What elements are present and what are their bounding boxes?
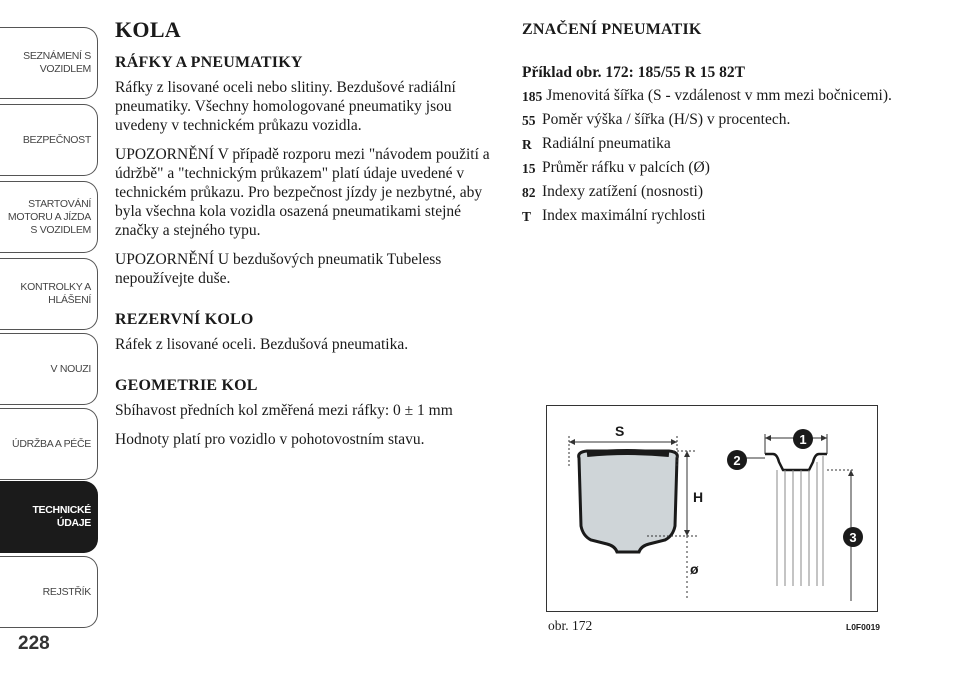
page-title: KOLA	[115, 17, 181, 42]
section-heading: RÁFKY A PNEUMATIKY	[115, 54, 303, 71]
figure-code: L0F0019	[846, 622, 881, 632]
legend-text: Jmenovitá šířka (S - vzdálenost v mm mezi bočnicemi).	[546, 87, 892, 104]
page-number: 228	[18, 633, 50, 654]
tab-label: ÚDRŽBA A PÉČE	[12, 437, 91, 450]
paragraph: Sbíhavost předních kol změřená mezi ráfky: 0 ± 1 mm	[115, 402, 453, 419]
legend-code: 15	[522, 161, 536, 176]
tab-label: REJSTŘÍK	[42, 585, 91, 598]
tab-startovani[interactable]	[0, 181, 98, 253]
legend-text: Poměr výška / šířka (H/S) v procentech.	[542, 111, 791, 128]
tab-udrzba[interactable]	[0, 408, 98, 480]
legend-item	[522, 182, 902, 202]
s-label: S	[615, 423, 625, 439]
legend-item	[522, 206, 902, 226]
paragraph: Hodnoty platí pro vozidlo v pohotovostním stavu.	[115, 431, 425, 448]
legend-text: Průměr ráfku v palcích (Ø)	[542, 159, 710, 176]
tab-label: BEZPEČNOST	[22, 133, 91, 146]
tab-technicke-udaje[interactable]	[0, 481, 98, 553]
legend-text: Index maximální rychlosti	[542, 207, 706, 224]
section-heading: REZERVNÍ KOLO	[115, 311, 254, 328]
tire-diagram-figure	[546, 405, 878, 612]
diameter-label: ø	[690, 561, 699, 577]
warning-paragraph: UPOZORNĚNÍ U bezdušových pneumatik Tubeless nepoužívejte duše.	[115, 251, 442, 287]
legend-code: R	[522, 137, 532, 152]
legend-item	[522, 134, 902, 154]
h-label: H	[693, 489, 704, 505]
tire-cross-section	[579, 451, 678, 552]
section-heading: GEOMETRIE KOL	[115, 377, 258, 394]
paragraph: Ráfek z lisované oceli. Bezdušová pneumatika.	[115, 336, 409, 353]
tab-label: STARTOVÁNÍ MOTORU A JÍZDA S VOZIDLEM	[7, 197, 91, 236]
tire-diagram	[547, 406, 877, 611]
tab-v-nouzi[interactable]	[0, 333, 98, 405]
legend-code: 55	[522, 113, 536, 128]
legend-text: Radiální pneumatika	[542, 135, 671, 152]
callout-1-label: 1	[799, 432, 807, 447]
legend-code: 185	[522, 89, 543, 104]
rim-profile	[765, 454, 827, 470]
tab-seznameni[interactable]	[0, 27, 98, 99]
right-column	[522, 20, 902, 230]
tab-kontrolky[interactable]	[0, 258, 98, 330]
section-heading: ZNAČENÍ PNEUMATIK	[522, 21, 702, 38]
legend-code: 82	[522, 185, 536, 200]
left-column	[115, 17, 500, 459]
figure-caption: obr. 172	[548, 618, 593, 633]
tire-example: Příklad obr. 172: 185/55 R 15 82T	[522, 64, 745, 81]
paragraph: Ráfky z lisované oceli nebo slitiny. Bezdušové radiální pneumatiky. Všechny homologované pneumatiky jsou uvedeny v technickém průkazu vozidla.	[115, 79, 456, 134]
callout-2-label: 2	[733, 453, 741, 468]
tab-label: TECHNICKÉ ÚDAJE	[32, 504, 91, 529]
tab-label: KONTROLKY A HLÁŠENÍ	[20, 281, 91, 306]
legend-text: Indexy zatížení (nosnosti)	[542, 183, 703, 200]
tab-label: SEZNÁMENÍ S VOZIDLEM	[23, 50, 91, 75]
warning-paragraph: UPOZORNĚNÍ V případě rozporu mezi "návodem použití a údržbě" a "technickým průkazem" platí údaje uvedené v technickém průkazu. Pro bezpečnost jízdy je nezbytné, aby byla všechna kola vozidla osazená pneumatikami stejné značky a stejného typu.	[115, 146, 490, 239]
legend-item	[522, 86, 902, 106]
tab-rejstrik[interactable]	[0, 556, 98, 628]
tab-bezpecnost[interactable]	[0, 104, 98, 176]
legend-code: T	[522, 209, 532, 224]
legend-item	[522, 158, 902, 178]
callout-3-label: 3	[849, 530, 857, 545]
tab-label: V NOUZI	[50, 362, 91, 375]
legend-item	[522, 110, 902, 130]
